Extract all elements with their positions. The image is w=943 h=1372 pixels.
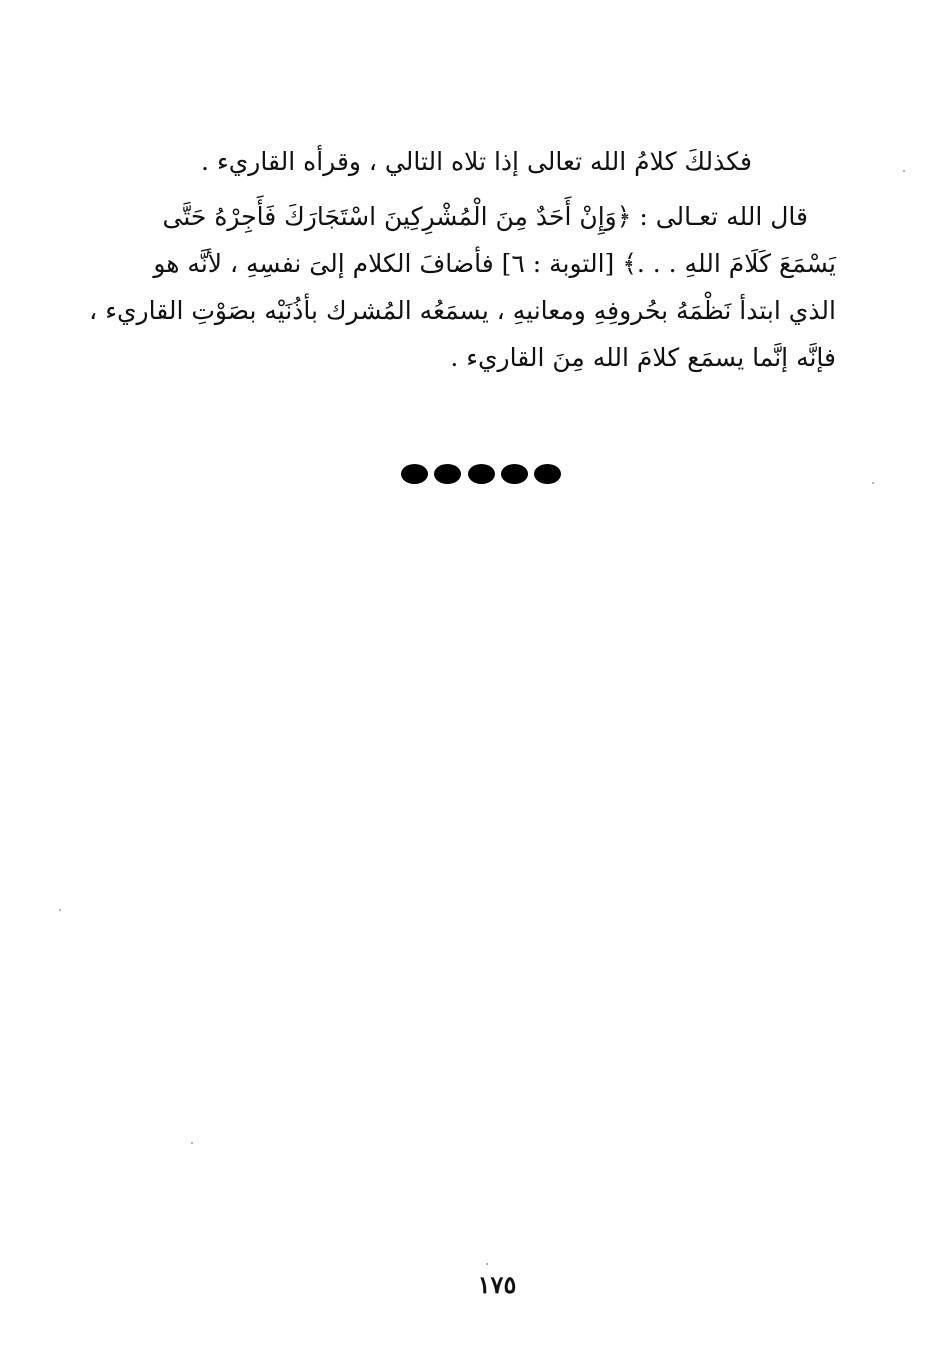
paragraph-2-line-2: يَسْمَعَ كَلَامَ اللهِ . . .﴾ [التوبة : ٦] فأضافَ الكلام إلىَ نفسِهِ ، لأنَّه هو	[153, 249, 836, 278]
page-number: ١٧٥	[477, 1270, 517, 1299]
paragraph-2	[89, 193, 836, 381]
scan-speck-icon	[903, 170, 905, 172]
separator-dot-icon	[401, 464, 428, 484]
paragraph-2-line-1: قال الله تعـالى : ﴿وَإِنْ أَحَدٌ مِنَ الْمُشْرِكِينَ اسْتَجَارَكَ فَأَجِرْهُ حَتَّى	[162, 202, 808, 231]
separator-dot-icon	[434, 464, 461, 484]
section-separator	[401, 458, 561, 490]
scan-speck-icon	[191, 1142, 193, 1144]
body-text	[89, 138, 836, 381]
paragraph-1	[100, 138, 836, 185]
separator-dot-icon	[468, 464, 495, 484]
paragraph-2-line-4: فإنَّه إنَّما يسمَع كلامَ الله مِنَ القاريء .	[450, 343, 836, 372]
separator-dot-icon	[501, 464, 528, 484]
paragraph-1-line-1: فكذلكَ كلامُ الله تعالى إذا تلاه التالي ، وقرأه القاريء .	[201, 147, 752, 176]
separator-dot-icon	[534, 464, 561, 484]
paragraph-2-line-3: الذي ابتدأ نَظْمَهُ بحُروفِهِ ومعانيهِ ، يسمَعُه المُشرك بأذُنَيْه بصَوْتِ القاريء ،	[89, 296, 836, 325]
scan-speck-icon	[59, 909, 61, 911]
scan-speck-icon	[486, 1263, 488, 1265]
scan-speck-icon	[872, 482, 874, 484]
